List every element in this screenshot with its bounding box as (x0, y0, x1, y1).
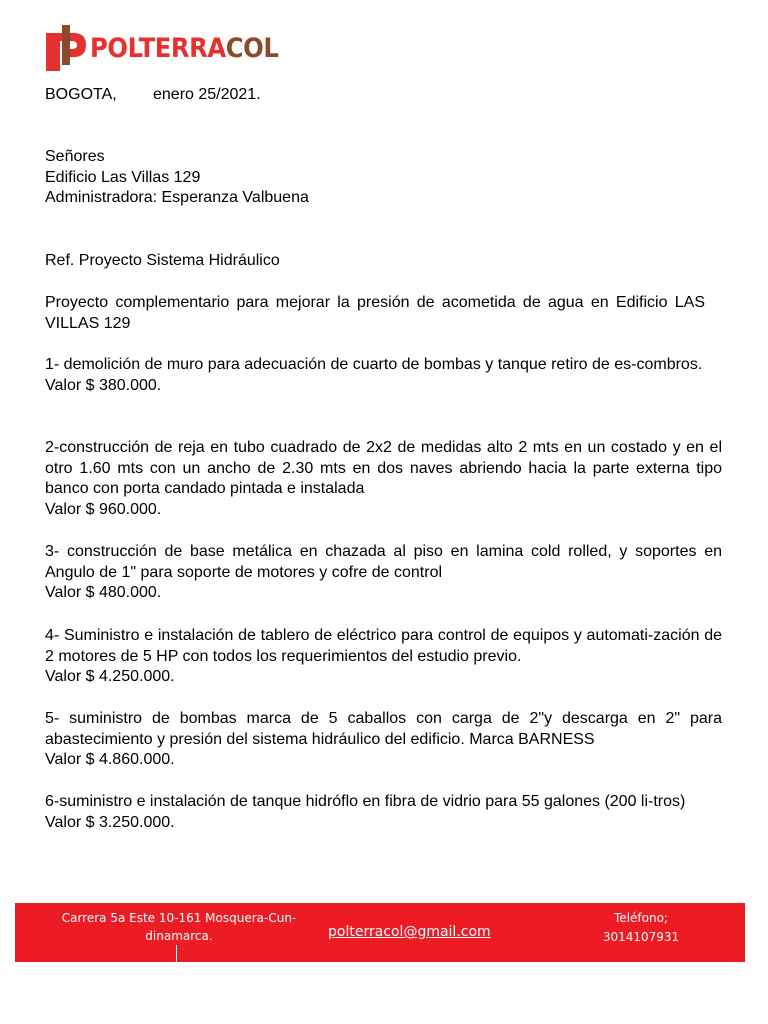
item-value: Valor $ 4.860.000. (45, 751, 175, 768)
reference-line: Ref. Proyecto Sistema Hidráulico (45, 252, 280, 269)
footer-address (29, 909, 329, 945)
item-description: 6-suministro e instalación de tanque hidróflo en fibra de vidrio para 55 galones (200 li-tros) (45, 793, 686, 810)
item-value: Valor $ 480.000. (45, 584, 162, 601)
intro-paragraph: Proyecto complementario para mejorar la presión de acometida de agua en Edificio LAS VILLAS 129 (45, 294, 705, 332)
logo-wordmark (90, 32, 279, 64)
item-value: Valor $ 380.000. (45, 376, 162, 394)
footer-divider (176, 945, 177, 965)
city: BOGOTA, (45, 86, 117, 103)
item-1 (45, 355, 722, 396)
phone-label: Teléfono; (614, 911, 668, 925)
address-line-1: Carrera 5a Este 10-161 Mosquera-Cun- (61, 911, 297, 925)
item-description: 1- demolición de muro para adecuación de cuarto de bombas y tanque retiro de es-combros. (45, 356, 703, 373)
item-description: 4- Suministro e instalación de tablero de eléctrico para control de equipos y automati-zación de 2 motores de 5 HP con todos los requerimientos del estudio previo. (45, 627, 722, 665)
address-line-2: dinamarca. (145, 929, 213, 943)
salutation: Señores (45, 148, 105, 165)
company-logo (44, 24, 299, 72)
footer-phone (591, 909, 691, 947)
item-description: 2-construcción de reja en tubo cuadrado de 2x2 de medidas alto 2 mts en un costado y en el otro 1.60 mts con un ancho de 2.30 mts en dos naves abriendo hacia la parte externa tipo banco con porta candado pintada e instalada (45, 439, 722, 497)
item-value: Valor $ 3.250.000. (45, 813, 175, 831)
phone-number: 3014107931 (602, 930, 680, 944)
recipient-building: Edificio Las Villas 129 (45, 168, 201, 186)
item-6 (45, 792, 722, 833)
recipient-block (45, 147, 309, 209)
logo-text-red: POLTERRA (90, 32, 226, 64)
polterracol-logo-icon (44, 25, 88, 71)
footer-bar (15, 903, 745, 962)
date-line (45, 85, 261, 106)
item-description: 5- suministro de bombas marca de 5 caballos con carga de 2"y descarga en 2" para abastecimiento y presión del sistema hidráulico del edificio. Marca BARNESS (45, 710, 722, 748)
date: enero 25/2021. (153, 86, 261, 103)
item-5 (45, 709, 722, 771)
item-description: 3- construcción de base metálica en chazada al piso en lamina cold rolled, y soportes en Angulo de 1" para soporte de motores y cofre de control (45, 543, 722, 581)
item-value: Valor $ 960.000. (45, 500, 162, 518)
item-4 (45, 626, 722, 688)
logo-text-brown: COL (225, 32, 279, 64)
item-value: Valor $ 4.250.000. (45, 668, 175, 685)
item-2 (45, 438, 722, 520)
recipient-admin: Administradora: Esperanza Valbuena (45, 189, 309, 206)
footer-email-link[interactable]: polterracol@gmail.com (328, 924, 491, 940)
item-3 (45, 542, 722, 604)
